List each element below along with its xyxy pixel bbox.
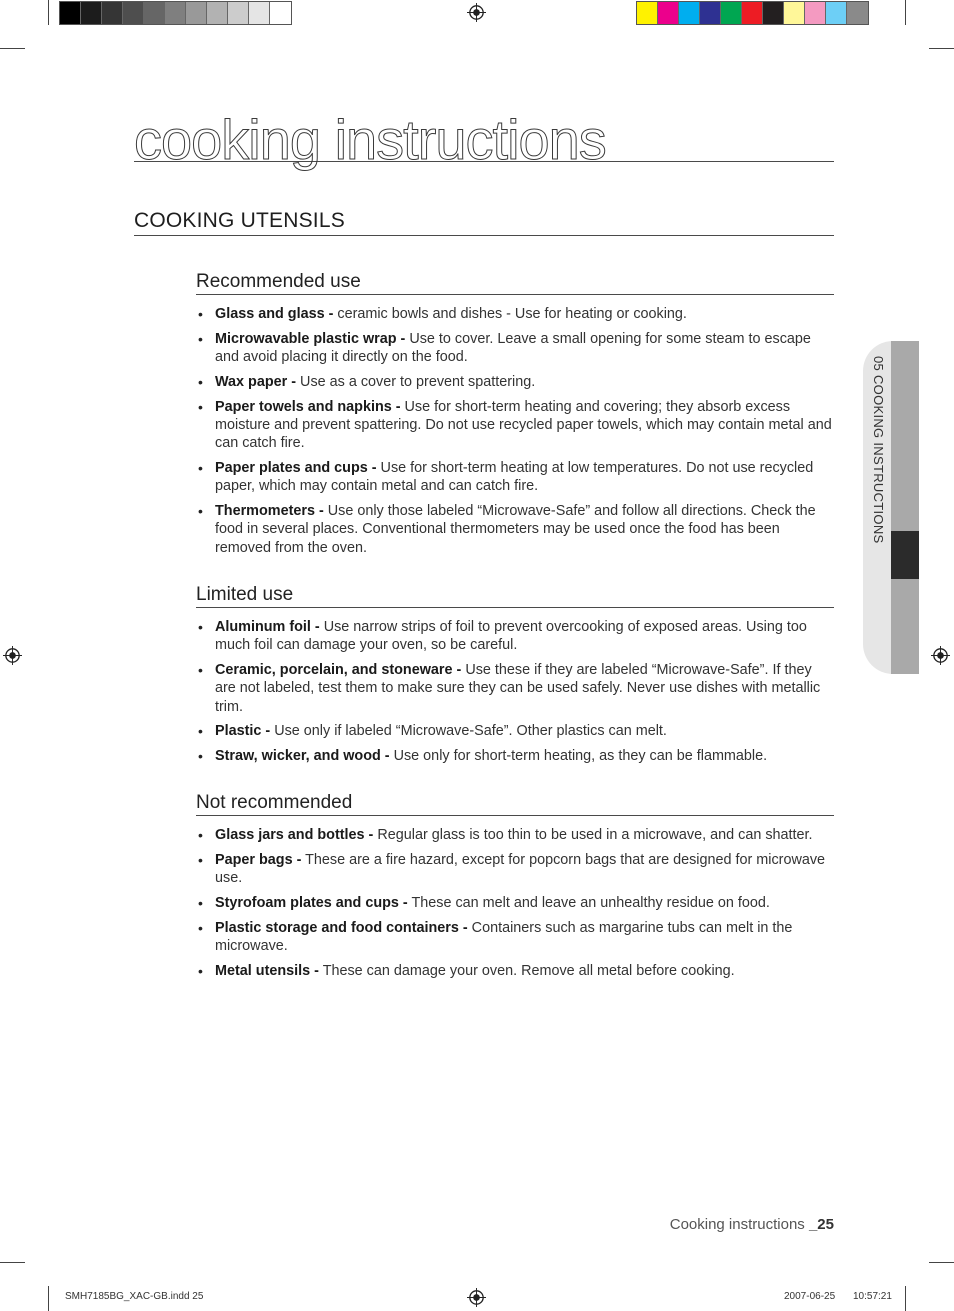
list-item [196,747,836,765]
color-swatch [721,2,742,24]
not-recommended-heading: Not recommended [196,792,834,816]
color-swatch [847,2,868,24]
color-swatch [165,2,186,24]
list-item [196,851,836,887]
crop-mark [48,0,49,25]
item-description: Use narrow strips of foil to prevent overcooking of exposed areas. Using too much foil can damage your oven, so be careful. [215,619,807,654]
color-swatch [144,2,165,24]
item-term: Straw, wicker, and wood - [215,748,390,765]
limited-use-heading: Limited use [196,584,834,608]
list-item [196,919,836,955]
list-item [196,330,836,366]
item-description: These are a fire hazard, except for popcorn bags that are designed for microwave use. [215,851,826,887]
list-item [196,962,836,980]
item-description: Regular glass is too thin to be used in a microwave, and can shatter. [373,827,813,843]
list-item [196,894,836,912]
list-item [196,722,836,740]
item-term: Microwavable plastic wrap - [215,330,406,347]
recommended-use-list [196,305,836,564]
list-item [196,661,836,716]
crop-mark [0,1262,25,1263]
footer-text: Cooking instructions [669,1216,809,1233]
item-description: ceramic bowls and dishes - Use for heating or cooking. [333,306,687,322]
list-item [196,502,836,557]
page-number: _25 [808,1216,834,1233]
item-term: Glass jars and bottles - [215,827,374,843]
registration-mark-icon [467,1288,486,1307]
item-term: Styrofoam plates and cups - [215,894,408,911]
color-swatch [123,2,144,24]
item-description: Use these if they are labeled “Microwave-Safe”. If they are not labeled, test them to make sure they can be used safely. Never use dishes with metallic trim. [215,662,821,715]
item-term: Aluminum foil - [215,619,320,635]
item-term: Metal utensils - [215,962,319,979]
registration-mark-icon [467,3,486,22]
item-term: Wax paper - [215,373,297,390]
color-swatch [60,2,81,24]
item-description: These can melt and leave an unhealthy residue on food. [407,894,770,911]
color-swatch [637,2,658,24]
item-term: Plastic storage and food containers - [215,919,468,936]
item-term: Glass and glass - [215,306,334,322]
item-description: Use for short-term heating at low temperatures. Do not use recycled paper, which may contain metal and can catch fire. [215,460,814,495]
color-swatch [805,2,826,24]
slug-filename: SMH7185BG_XAC-GB.indd 25 [65,1291,204,1302]
side-tab-stripe [891,341,919,531]
item-description: Use only for short-term heating, as they can be flammable. [389,748,768,765]
color-swatch [826,2,847,24]
crop-mark [48,1286,49,1311]
color-swatch [700,2,721,24]
item-term: Paper towels and napkins - [215,398,401,415]
color-swatch [81,2,102,24]
crop-mark [905,1286,906,1311]
list-item [196,373,836,391]
side-tab-stripe [891,579,919,674]
side-tab-label: 05 COOKING INSTRUCTIONS [871,356,886,544]
color-swatch [679,2,700,24]
page-footer [670,1216,834,1233]
item-description: Use only those labeled “Microwave-Safe” and follow all directions. Check the food in several places. Conventional thermometers may be used once the food has been removed from the oven. [215,503,816,556]
list-item [196,459,836,495]
item-description: These can damage your oven. Remove all metal before cooking. [318,962,735,979]
item-description: Use as a cover to prevent spattering. [296,373,536,390]
recommended-use-heading: Recommended use [196,271,834,295]
limited-use-list [196,618,836,772]
side-tab-marker [891,531,919,579]
registration-mark-icon [931,646,950,665]
item-term: Plastic - [215,723,271,740]
item-term: Ceramic, porcelain, and stoneware - [215,662,462,679]
color-swatch-bar [636,1,869,25]
not-recommended-list [196,826,836,987]
color-swatch [270,2,291,24]
color-swatch [742,2,763,24]
color-swatch [207,2,228,24]
section-title: COOKING UTENSILS [134,209,834,236]
color-swatch [658,2,679,24]
color-swatch [784,2,805,24]
list-item [196,618,836,654]
item-description: Use to cover. Leave a small opening for some steam to escape and avoid placing it directly on the food. [215,330,811,366]
color-swatch [102,2,123,24]
item-description: Containers such as margarine tubs can melt in the microwave. [215,919,793,955]
color-swatch [228,2,249,24]
crop-mark [0,48,25,49]
item-description: Use for short-term heating and covering; they absorb excess moisture and prevent spattering. Do not use recycled paper towels, which may contain metal and can catch fire. [215,398,832,452]
slug-time: 10:57:21 [853,1291,892,1302]
page-title [134,104,834,171]
crop-mark [905,0,906,25]
slug-date: 2007-06-25 [784,1291,836,1302]
color-swatch [763,2,784,24]
list-item [196,305,836,323]
crop-mark [929,48,954,49]
color-swatch [249,2,270,24]
grey-swatch-bar [59,1,292,25]
registration-mark-icon [3,646,22,665]
item-term: Paper bags - [215,851,302,868]
color-swatch [186,2,207,24]
item-description: Use only if labeled “Microwave-Safe”. Other plastics can melt. [270,723,667,740]
crop-mark [929,1262,954,1263]
item-term: Paper plates and cups - [215,460,377,477]
list-item [196,826,836,844]
item-term: Thermometers - [215,503,324,520]
page-title-text: cooking instructions [134,108,606,171]
list-item [196,398,836,453]
